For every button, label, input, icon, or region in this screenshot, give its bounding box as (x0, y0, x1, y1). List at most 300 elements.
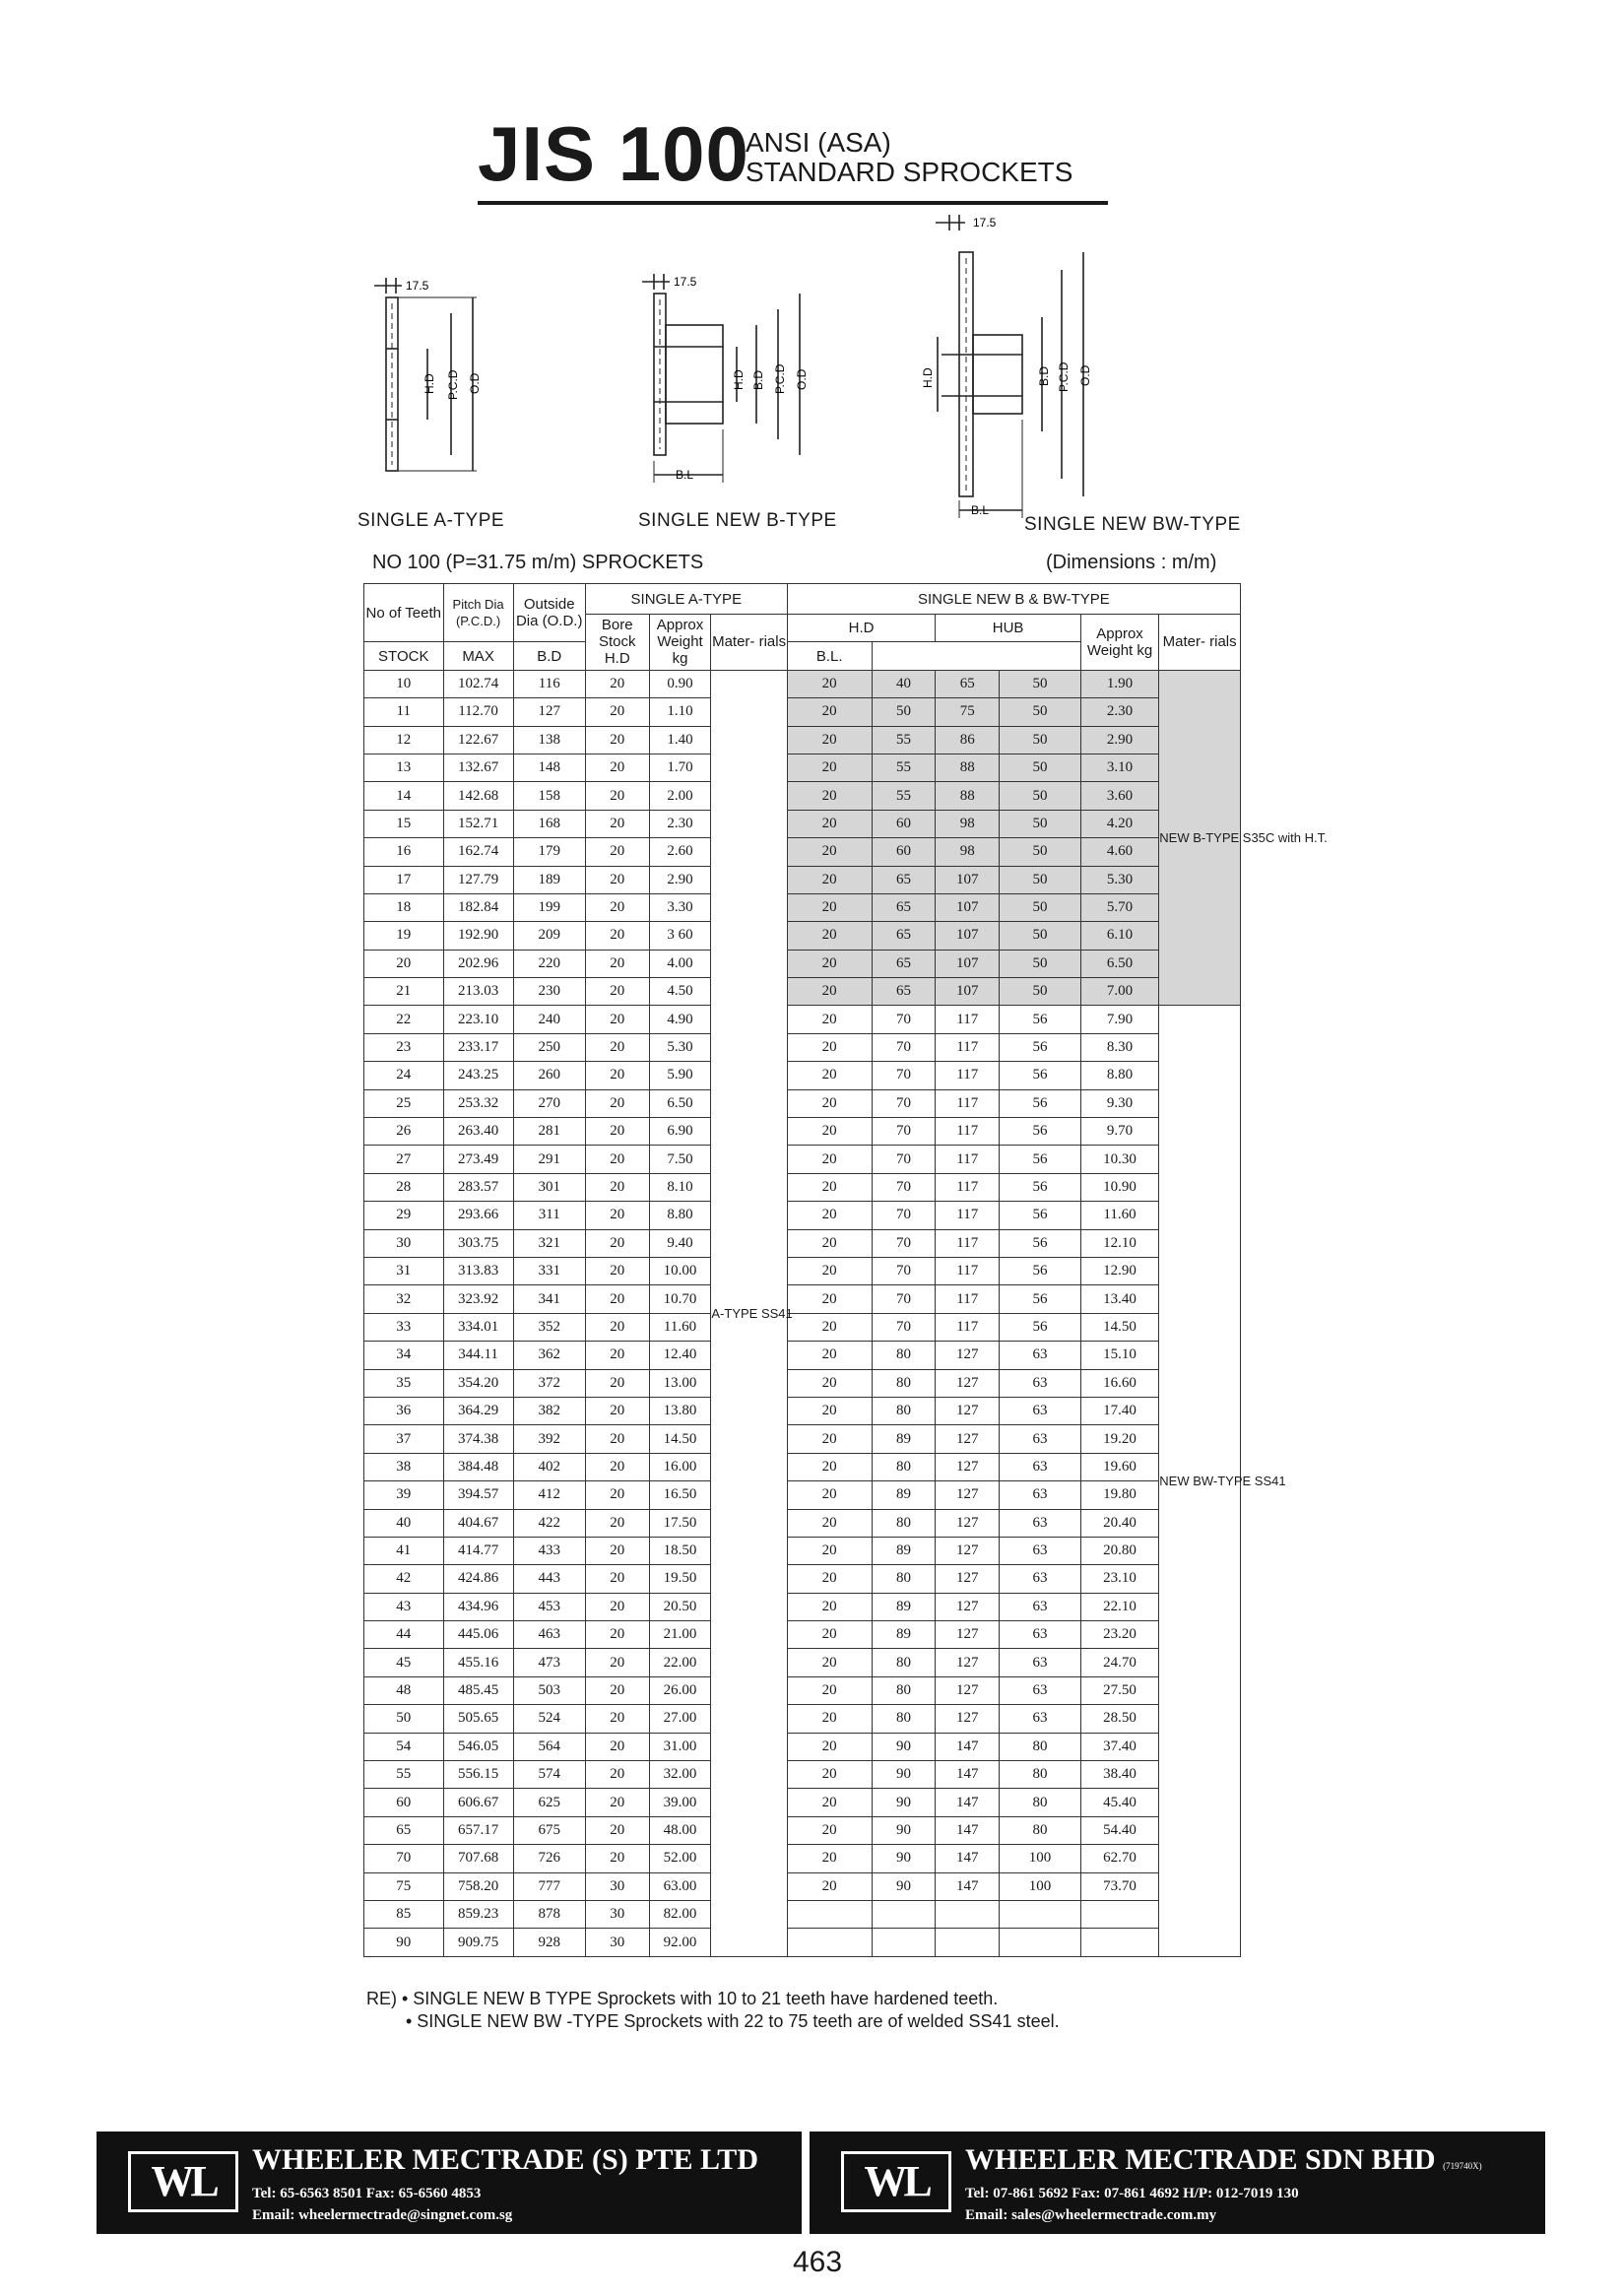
table-cell: 75 (364, 1872, 444, 1900)
header-bl: B.L. (787, 642, 872, 670)
table-cell: 63 (1000, 1453, 1081, 1480)
table-cell: 50 (1000, 893, 1081, 921)
table-cell: 202.96 (443, 950, 513, 977)
table-cell (787, 1900, 872, 1928)
table-cell: 89 (872, 1481, 936, 1509)
table-cell: 13 (364, 754, 444, 781)
table-row (364, 922, 1241, 950)
table-cell: 20 (787, 1509, 872, 1537)
table-cell: 30 (585, 1900, 649, 1928)
table-cell: 20 (585, 1509, 649, 1537)
header-weight-b: Approx Weight kg (1080, 615, 1158, 671)
table-cell: 112.70 (443, 698, 513, 726)
table-cell: 1.10 (649, 698, 711, 726)
table-cell: 233.17 (443, 1033, 513, 1061)
table-cell: 20 (585, 726, 649, 754)
table-cell: 18 (364, 893, 444, 921)
table-cell: 20 (585, 1397, 649, 1424)
table-cell: 20 (585, 1062, 649, 1089)
table-cell: 556.15 (443, 1761, 513, 1789)
table-cell: 412 (513, 1481, 585, 1509)
table-cell: 55 (872, 754, 936, 781)
table-cell: 88 (936, 754, 1000, 781)
table-cell: 42 (364, 1565, 444, 1593)
table-cell: 20 (787, 1118, 872, 1146)
b-type-drawing (640, 264, 837, 500)
table-cell: 127 (936, 1593, 1000, 1620)
table-row (364, 1816, 1241, 1844)
table-cell: 80 (872, 1509, 936, 1537)
table-cell: 675 (513, 1816, 585, 1844)
table-cell: 21.00 (649, 1621, 711, 1649)
table-cell (1080, 1900, 1158, 1928)
table-cell: 301 (513, 1173, 585, 1201)
table-cell: 142.68 (443, 782, 513, 810)
table-cell: 147 (936, 1872, 1000, 1900)
table-row (364, 1900, 1241, 1928)
header-title: JIS 100 (478, 110, 749, 197)
remark-line-2: • SINGLE NEW BW -TYPE Sprockets with 22 to 75 teeth are of welded SS41 steel. (406, 2011, 1060, 2031)
table-cell: 168 (513, 810, 585, 837)
table-cell: 20 (585, 1257, 649, 1284)
table-cell: 20 (585, 1313, 649, 1341)
table-cell: 56 (1000, 1062, 1081, 1089)
table-cell: 344.11 (443, 1342, 513, 1369)
table-cell: 20 (787, 1733, 872, 1760)
table-cell: 40 (872, 670, 936, 697)
header-line2: STANDARD SPROCKETS (746, 157, 1073, 187)
table-cell: 20 (585, 1537, 649, 1564)
table-cell: 63 (1000, 1705, 1081, 1733)
table-cell: 5.70 (1080, 893, 1158, 921)
table-cell: 16.00 (649, 1453, 711, 1480)
table-cell: 16.60 (1080, 1369, 1158, 1397)
table-cell: 132.67 (443, 754, 513, 781)
table-cell: 20 (787, 1006, 872, 1033)
table-cell: 20 (585, 1369, 649, 1397)
table-cell (1000, 1929, 1081, 1956)
table-cell: 127 (513, 698, 585, 726)
table-cell: 127 (936, 1425, 1000, 1453)
table-row (364, 1173, 1241, 1201)
table-cell: 2.30 (649, 810, 711, 837)
table-row (364, 1845, 1241, 1872)
table-cell: 20 (585, 866, 649, 893)
table-cell: 6.90 (649, 1118, 711, 1146)
materials-a-cell: A-TYPE SS41 (711, 670, 787, 1956)
table-cell: 70 (364, 1845, 444, 1872)
table-row (364, 1565, 1241, 1593)
table-cell: 102.74 (443, 670, 513, 697)
table-cell (1000, 1900, 1081, 1928)
table-cell: 625 (513, 1789, 585, 1816)
table-cell: 80 (1000, 1816, 1081, 1844)
table-cell: 20 (585, 1733, 649, 1760)
table-cell: 19 (364, 922, 444, 950)
table-cell: 88 (936, 782, 1000, 810)
table-cell: 70 (872, 1118, 936, 1146)
table-cell: 80 (872, 1397, 936, 1424)
table-cell: 9.30 (1080, 1089, 1158, 1117)
table-cell: 117 (936, 1062, 1000, 1089)
table-cell: 23 (364, 1033, 444, 1061)
table-row (364, 1229, 1241, 1257)
table-cell: 63 (1000, 1621, 1081, 1649)
table-cell: 14 (364, 782, 444, 810)
bw-type-label: SINGLE NEW BW-TYPE (1024, 514, 1241, 535)
diagram-bw-type (916, 209, 1113, 524)
table-cell: 20 (585, 782, 649, 810)
table-row (364, 1621, 1241, 1649)
table-cell: 0.90 (649, 670, 711, 697)
table-cell: 404.67 (443, 1509, 513, 1537)
table-cell: 127 (936, 1509, 1000, 1537)
table-cell: 12.90 (1080, 1257, 1158, 1284)
table-cell: 273.49 (443, 1146, 513, 1173)
table-cell: 20 (787, 1146, 872, 1173)
table-cell (787, 1929, 872, 1956)
header-materials-a: Mater- rials (711, 615, 787, 671)
bw-type-drawing (916, 209, 1113, 524)
table-row (364, 1481, 1241, 1509)
table-cell: 127 (936, 1481, 1000, 1509)
table-cell: 90 (872, 1872, 936, 1900)
table-cell: 2.60 (649, 838, 711, 866)
table-cell: 253.32 (443, 1089, 513, 1117)
table-cell: 48.00 (649, 1816, 711, 1844)
company-footer (97, 2132, 1545, 2234)
table-cell: 473 (513, 1649, 585, 1676)
table-cell: 127 (936, 1676, 1000, 1704)
a-type-label: SINGLE A-TYPE (357, 510, 505, 531)
table-cell: 107 (936, 893, 1000, 921)
table-cell: 65 (364, 1816, 444, 1844)
table-cell: 80 (1000, 1761, 1081, 1789)
table-cell: 20 (787, 1649, 872, 1676)
table-cell: 63 (1000, 1509, 1081, 1537)
table-cell: 2.30 (1080, 698, 1158, 726)
table-cell: 117 (936, 1313, 1000, 1341)
table-cell: 38 (364, 1453, 444, 1480)
table-cell: 50 (1000, 670, 1081, 697)
table-cell: 424.86 (443, 1565, 513, 1593)
table-cell: 321 (513, 1229, 585, 1257)
table-cell: 657.17 (443, 1816, 513, 1844)
table-cell: 20 (585, 670, 649, 697)
table-cell: 928 (513, 1929, 585, 1956)
table-cell: 240 (513, 1006, 585, 1033)
table-row (364, 838, 1241, 866)
table-cell: 162.74 (443, 838, 513, 866)
table-cell: 25 (364, 1089, 444, 1117)
table-cell: 70 (872, 1006, 936, 1033)
company-name-sg: WHEELER MECTRADE (S) PTE LTD (252, 2143, 758, 2176)
table-cell: 28.50 (1080, 1705, 1158, 1733)
table-row (364, 1872, 1241, 1900)
table-row (364, 866, 1241, 893)
table-cell: 89 (872, 1621, 936, 1649)
table-cell: 13.00 (649, 1369, 711, 1397)
table-cell: 80 (872, 1676, 936, 1704)
header-subtitle (746, 128, 1072, 187)
table-cell: 20 (787, 1062, 872, 1089)
table-cell: 8.10 (649, 1173, 711, 1201)
table-cell: 20 (787, 1593, 872, 1620)
table-cell: 20 (585, 1118, 649, 1146)
table-cell: 63 (1000, 1481, 1081, 1509)
table-cell: 80 (872, 1705, 936, 1733)
table-cell: 293.66 (443, 1202, 513, 1229)
table-cell: 98 (936, 810, 1000, 837)
table-cell: 15 (364, 810, 444, 837)
table-cell: 127 (936, 1342, 1000, 1369)
table-cell: 2.90 (649, 866, 711, 893)
a-type-pcd: P.C.D (446, 369, 460, 400)
table-cell: 20 (585, 838, 649, 866)
table-cell: 192.90 (443, 922, 513, 950)
table-cell: 8.30 (1080, 1033, 1158, 1061)
table-cell: 20 (585, 1565, 649, 1593)
table-cell: 20 (585, 1342, 649, 1369)
table-cell: 70 (872, 1313, 936, 1341)
bw-type-od: O.D (1078, 364, 1092, 386)
table-cell: 60 (872, 810, 936, 837)
table-cell: 20 (585, 1006, 649, 1033)
table-cell: 75 (936, 698, 1000, 726)
table-cell: 179 (513, 838, 585, 866)
sprocket-spec-table (363, 583, 1328, 1957)
table-row (364, 726, 1241, 754)
table-cell: 20 (787, 1816, 872, 1844)
table-cell: 20 (585, 1845, 649, 1872)
spec-table-wrap (363, 583, 1328, 1957)
table-cell: 127 (936, 1565, 1000, 1593)
table-cell: 8.80 (1080, 1062, 1158, 1089)
table-cell: 341 (513, 1285, 585, 1313)
table-cell: 107 (936, 950, 1000, 977)
table-cell: 63 (1000, 1369, 1081, 1397)
table-cell: 19.50 (649, 1565, 711, 1593)
table-cell: 20 (787, 810, 872, 837)
table-cell: 56 (1000, 1006, 1081, 1033)
table-cell: 65 (872, 950, 936, 977)
table-cell: 19.60 (1080, 1453, 1158, 1480)
company-name-my: WHEELER MECTRADE SDN BHD (719740X) (965, 2143, 1482, 2176)
table-cell: 158 (513, 782, 585, 810)
table-cell: 37.40 (1080, 1733, 1158, 1760)
materials-b-cell: NEW B-TYPE S35C with H.T. (1159, 670, 1241, 1006)
table-cell: 1.40 (649, 726, 711, 754)
b-type-bl: B.L (676, 468, 694, 482)
table-cell: 90 (872, 1733, 936, 1760)
table-cell (936, 1929, 1000, 1956)
table-cell: 127 (936, 1705, 1000, 1733)
header-outside: Outside Dia (O.D.) (513, 584, 585, 642)
table-row (364, 1033, 1241, 1061)
table-cell: 70 (872, 1089, 936, 1117)
table-cell: 56 (1000, 1173, 1081, 1201)
table-cell: 1.90 (1080, 670, 1158, 697)
table-cell: 2.90 (1080, 726, 1158, 754)
table-cell: 422 (513, 1509, 585, 1537)
remarks (366, 1988, 1060, 2033)
table-cell: 20 (787, 950, 872, 977)
table-cell: 606.67 (443, 1789, 513, 1816)
table-row (364, 1425, 1241, 1453)
header-pitch: Pitch Dia (P.C.D.) (443, 584, 513, 642)
table-cell: 374.38 (443, 1425, 513, 1453)
header-bd: B.D (513, 642, 585, 670)
table-cell: 60 (872, 838, 936, 866)
table-cell: 117 (936, 1202, 1000, 1229)
table-cell: 117 (936, 1089, 1000, 1117)
company-reg-no: (719740X) (1443, 2161, 1482, 2171)
table-cell: 55 (872, 726, 936, 754)
table-cell: 20 (585, 1173, 649, 1201)
table-cell: 352 (513, 1313, 585, 1341)
table-cell: 7.00 (1080, 978, 1158, 1006)
table-cell: 574 (513, 1761, 585, 1789)
table-cell: 50 (1000, 698, 1081, 726)
table-cell: 50 (1000, 726, 1081, 754)
table-cell: 250 (513, 1033, 585, 1061)
table-cell: 63 (1000, 1565, 1081, 1593)
table-cell: 70 (872, 1257, 936, 1284)
table-cell: 263.40 (443, 1118, 513, 1146)
b-type-hd: H.D (732, 369, 746, 390)
table-cell: 80 (872, 1453, 936, 1480)
table-cell: 433 (513, 1537, 585, 1564)
table-cell: 12.40 (649, 1342, 711, 1369)
table-cell: 26 (364, 1118, 444, 1146)
table-cell: 23.10 (1080, 1565, 1158, 1593)
table-cell: 20 (787, 1369, 872, 1397)
table-cell: 19.20 (1080, 1425, 1158, 1453)
table-cell: 334.01 (443, 1313, 513, 1341)
table-cell: 45.40 (1080, 1789, 1158, 1816)
table-cell: 20 (787, 1229, 872, 1257)
table-cell: 20 (585, 978, 649, 1006)
table-cell: 213.03 (443, 978, 513, 1006)
table-row (364, 1202, 1241, 1229)
table-cell: 70 (872, 1033, 936, 1061)
table-cell: 80 (872, 1342, 936, 1369)
table-cell: 243.25 (443, 1062, 513, 1089)
table-cell: 20 (585, 1425, 649, 1453)
company-logo-icon: WL (128, 2151, 238, 2212)
table-cell: 20 (585, 1789, 649, 1816)
table-cell: 50 (1000, 978, 1081, 1006)
table-cell: 12.10 (1080, 1229, 1158, 1257)
table-cell: 5.30 (1080, 866, 1158, 893)
table-cell: 20 (585, 1033, 649, 1061)
table-cell: 283.57 (443, 1173, 513, 1201)
table-cell: 20 (585, 1202, 649, 1229)
table-cell: 199 (513, 893, 585, 921)
table-cell: 70 (872, 1173, 936, 1201)
table-cell: 17 (364, 866, 444, 893)
table-cell: 20.80 (1080, 1537, 1158, 1564)
table-cell: 20 (787, 1397, 872, 1424)
table-row (364, 1146, 1241, 1173)
table-cell: 20 (585, 1761, 649, 1789)
table-cell: 20 (787, 1033, 872, 1061)
table-cell: 14.50 (1080, 1313, 1158, 1341)
table-cell: 3.10 (1080, 754, 1158, 781)
table-cell: 80 (872, 1565, 936, 1593)
table-cell: 20 (787, 1257, 872, 1284)
table-cell: 80 (1000, 1789, 1081, 1816)
table-cell: 10.30 (1080, 1146, 1158, 1173)
table-cell: 20.40 (1080, 1509, 1158, 1537)
table-cell: 70 (872, 1062, 936, 1089)
table-cell: 4.50 (649, 978, 711, 1006)
table-cell: 15.10 (1080, 1342, 1158, 1369)
table-cell: 362 (513, 1342, 585, 1369)
table-row (364, 1006, 1241, 1033)
table-cell: 20 (585, 1089, 649, 1117)
table-cell: 117 (936, 1118, 1000, 1146)
table-row (364, 1929, 1241, 1956)
table-cell: 65 (936, 670, 1000, 697)
table-cell: 35 (364, 1369, 444, 1397)
table-cell: 70 (872, 1229, 936, 1257)
table-cell: 909.75 (443, 1929, 513, 1956)
b-type-od: O.D (795, 368, 809, 390)
table-cell: 24.70 (1080, 1649, 1158, 1676)
table-cell: 20 (787, 670, 872, 697)
table-cell: 152.71 (443, 810, 513, 837)
table-row (364, 1342, 1241, 1369)
table-cell: 281 (513, 1118, 585, 1146)
table-cell: 20 (787, 1676, 872, 1704)
footer-divider (802, 2132, 810, 2234)
table-cell: 117 (936, 1146, 1000, 1173)
table-cell: 63 (1000, 1425, 1081, 1453)
table-cell: 30 (585, 1929, 649, 1956)
table-cell: 28 (364, 1173, 444, 1201)
table-cell: 260 (513, 1062, 585, 1089)
table-cell: 107 (936, 866, 1000, 893)
table-cell: 34 (364, 1342, 444, 1369)
table-cell: 17.50 (649, 1509, 711, 1537)
table-cell: 20 (787, 754, 872, 781)
table-cell: 80 (872, 1649, 936, 1676)
header-bore: Bore Stock H.D (585, 615, 649, 671)
table-cell: 90 (872, 1761, 936, 1789)
table-cell: 89 (872, 1593, 936, 1620)
header-rule (478, 201, 1108, 205)
table-cell: 63 (1000, 1342, 1081, 1369)
table-cell: 27 (364, 1146, 444, 1173)
table-cell: 117 (936, 1229, 1000, 1257)
table-cell: 127 (936, 1453, 1000, 1480)
table-cell: 18.50 (649, 1537, 711, 1564)
table-row (364, 1761, 1241, 1789)
dimensions-unit: (Dimensions : m/m) (1046, 552, 1217, 573)
table-cell (872, 1900, 936, 1928)
table-cell: 60 (364, 1789, 444, 1816)
table-cell: 8.80 (649, 1202, 711, 1229)
table-cell: 20.50 (649, 1593, 711, 1620)
table-cell: 414.77 (443, 1537, 513, 1564)
group-b-bw-type: SINGLE NEW B & BW-TYPE (787, 584, 1240, 615)
table-cell: 20 (585, 922, 649, 950)
table-cell: 303.75 (443, 1229, 513, 1257)
table-cell: 485.45 (443, 1676, 513, 1704)
table-cell: 20 (787, 726, 872, 754)
table-cell: 90 (872, 1845, 936, 1872)
